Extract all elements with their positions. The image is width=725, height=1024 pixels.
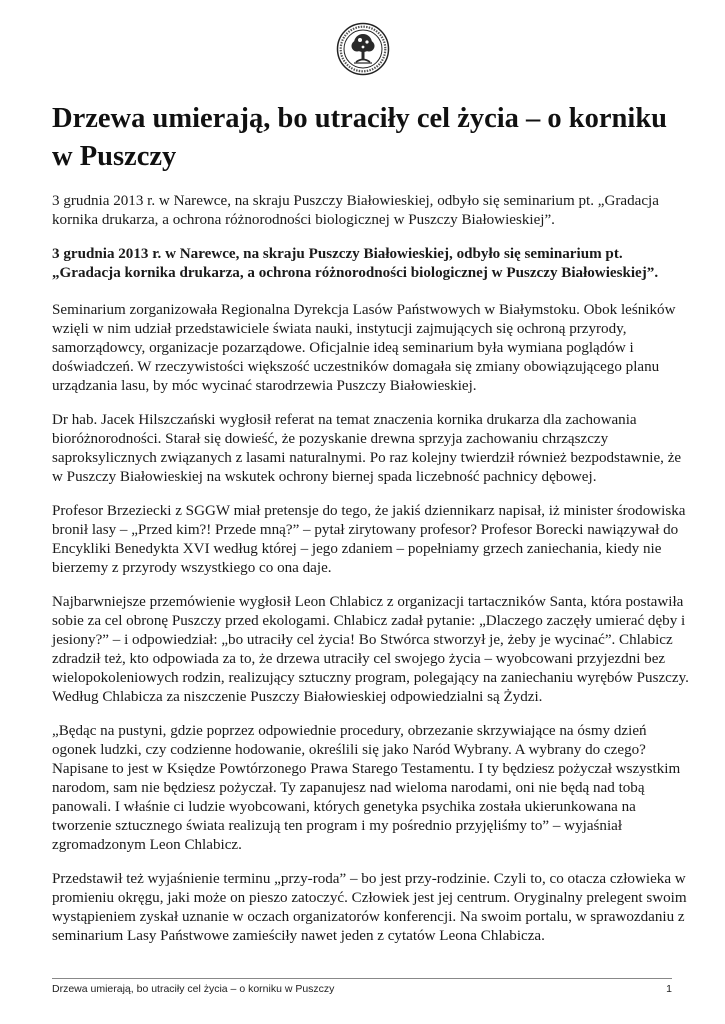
article-intro: 3 grudnia 2013 r. w Narewce, na skraju Puszczy Białowieskiej, odbyło się seminarium pt. „Gradacja kornika drukarza, a ochrona różnorodności biologicznej w Puszczy Białowieskiej”. (52, 193, 659, 228)
footer-title: Drzewa umierają, bo utraciły cel życia – o korniku w Puszczy (52, 983, 335, 995)
paragraph: „Będąc na pustyni, gdzie poprzez odpowiednie procedury, obrzezanie skrzywiające na ósmy dzień ogonek ludzki, czy codzienne hodowanie, określili się jako Naród Wybrany. A wybrany do czego? Napisane to jest w Księdze Powtórzonego Prawa Starego Testamentu. I ty będziesz pożyczał wszystkim narodom, sam nie będziesz pożyczał. Ty zapanujesz nad wieloma narodami, oni nie będą nad tobą panowali. I właśnie ci ludzie wyobcowani, których genetyka psychika została ukierunkowana na tworzenie sztucznego świata realizują ten program i my pośrednio przyjęliśmy to” – wyjaśniał zgromadzonym Leon Chlabicz. (52, 723, 681, 853)
article-body (52, 192, 692, 961)
page-number: 1 (666, 983, 672, 995)
tree-seal-logo-icon (336, 22, 390, 76)
paragraph: Profesor Brzeziecki z SGGW miał pretensje do tego, że jakiś dziennikarz napisał, iż minister środowiska bronił lasy – „Przed kim?! Przede mną?” – pytał zirytowany profesor? Profesor Borecki nawiązywał do Encykliki Benedykta XVI według której – jego zdaniem – popełniamy grzech zaniechania, kiedy nie bierzemy z przyrody wszystkiego co ona daje. (52, 503, 686, 576)
paragraph: Przedstawił też wyjaśnienie terminu „przy-roda” – bo jest przy-rodzinie. Czyli to, co otacza człowieka w promieniu okręgu, jaki może on pieszo zatoczyć. Człowiek jest jej centrum. Oryginalny prelegent swoim wystąpieniem zyskał uznanie w oczach organizatorów konferencji. Na swoim portalu, w sprawozdaniu z seminarium Lasy Państwowe zamieściły nawet jeden z cytatów Leona Chlabicza. (52, 871, 687, 944)
article-title: Drzewa umierają, bo utraciły cel życia – o korniku w Puszczy (52, 103, 668, 172)
paragraph: Najbarwniejsze przemówienie wygłosił Leon Chlabicz z organizacji tartaczników Santa, która postawiła sobie za cel obronę Puszczy przed ekologami. Chlabicz zadał pytanie: „Dlaczego zaczęły umierać dęby i jesiony?” – i odpowiedział: „bo utraciły cel życia! Bo Stwórca stworzył je, żeby je wycinać”. Chlabicz zdradził też, kto odpowiada za to, że drzewa utraciły cel swojego życia – wyobcowani przyjezdni bez wielopokoleniowych rodzin, realizujący sztuczny program, polegający na zaniechaniu wyrębów Puszczy. Według Chlabicza za niszczenie Puszczy Białowieskiej odpowiedzialni są Żydzi. (52, 594, 689, 705)
paragraph: Seminarium zorganizowała Regionalna Dyrekcja Lasów Państwowych w Białymstoku. Obok leśników wzięli w nim udział przedstawiciele świata nauki, instytucji zajmujących się ochroną przyrody, samorządowcy, organizacje pozarządowe. Oficjalnie ideą seminarium była wymiana poglądów i doświadczeń. W rzeczywistości większość uczestników domagała się zmiany obowiązującego planu urządzania lasu, by móc wycinać starodrzewia Puszczy Białowieskiej. (52, 302, 676, 394)
footer-divider (52, 978, 672, 979)
paragraph: Dr hab. Jacek Hilszczański wygłosił referat na temat znaczenia kornika drukarza dla zachowania bioróżnorodności. Starał się dowieść, że pozyskanie drewna sprzyja zachowaniu chrząszczy saproksylicznych związanych z lasami naturalnymi. Po raz kolejny twierdził również bezpodstawnie, że w Puszczy Białowieskiej na wskutek ochrony biernej spada liczebność pachnicy dębowej. (52, 412, 682, 485)
article-lead: 3 grudnia 2013 r. w Narewce, na skraju Puszczy Białowieskiej, odbyło się seminarium pt. „Gradacja kornika drukarza, a ochrona różnorodności biologicznej w Puszczy Białowieskiej”. (52, 246, 659, 281)
